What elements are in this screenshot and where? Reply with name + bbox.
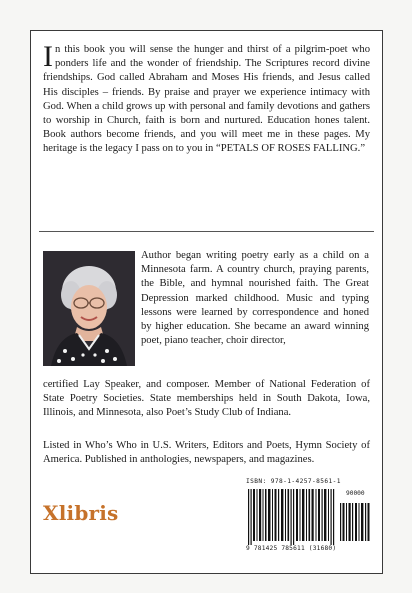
author-photo: [43, 251, 135, 366]
isbn-label: ISBN: 978-1-4257-8561-1: [246, 478, 341, 485]
drop-cap: I: [43, 40, 53, 73]
publisher-logo: Xlibris: [43, 501, 119, 525]
isbn-barcode: [246, 478, 374, 560]
cover-blurb: [43, 40, 370, 157]
section-divider-top: [39, 231, 374, 232]
author-portrait-image: [43, 251, 135, 366]
barcode-digits: 9 781425 785611 (31680): [246, 545, 337, 552]
author-bio-side: Author began writing poetry early as a child on a Minnesota farm. A country church, praying parents, the Bible, and hymnal nourished faith. The Great Depression marked childhood. Music and typing lessons were learned by correspondence and honed by higher education. She became an award winning poet, piano teacher, choir director,: [141, 250, 369, 347]
back-cover-frame: [30, 30, 383, 574]
barcode-image: [246, 487, 374, 545]
author-bio-continued: certified Lay Speaker, and composer. Member of National Federation of State Poetry Societies. State memberships held in South Dakota, Iowa, Illinois, and Minnesota, also Poet’s Study Club of Indiana.: [43, 379, 370, 419]
author-listings: Listed in Who’s Who in U.S. Writers, Editors and Poets, Hymn Society of America. Published in anthologies, newspapers, and magazines.: [43, 440, 370, 466]
price-code: 90000: [346, 490, 365, 497]
blurb-text: n this book you will sense the hunger and thirst of a pilgrim-poet who ponders life and the wonder of friendship. The Scriptures record divine friendships. God called Abraham and Moses His friends, and Jesus called His disciples – friends. By praise and prayer we experience intimacy with God. When a child grows up with personal and family devotions and gathers to worship in Church, faith is born and nurtured. Education hones talent. Book authors become friends, and you will meet me in these pages. My heritage is the legacy I pass on to you in “PETALS OF ROSES FALLING.”: [43, 44, 370, 155]
